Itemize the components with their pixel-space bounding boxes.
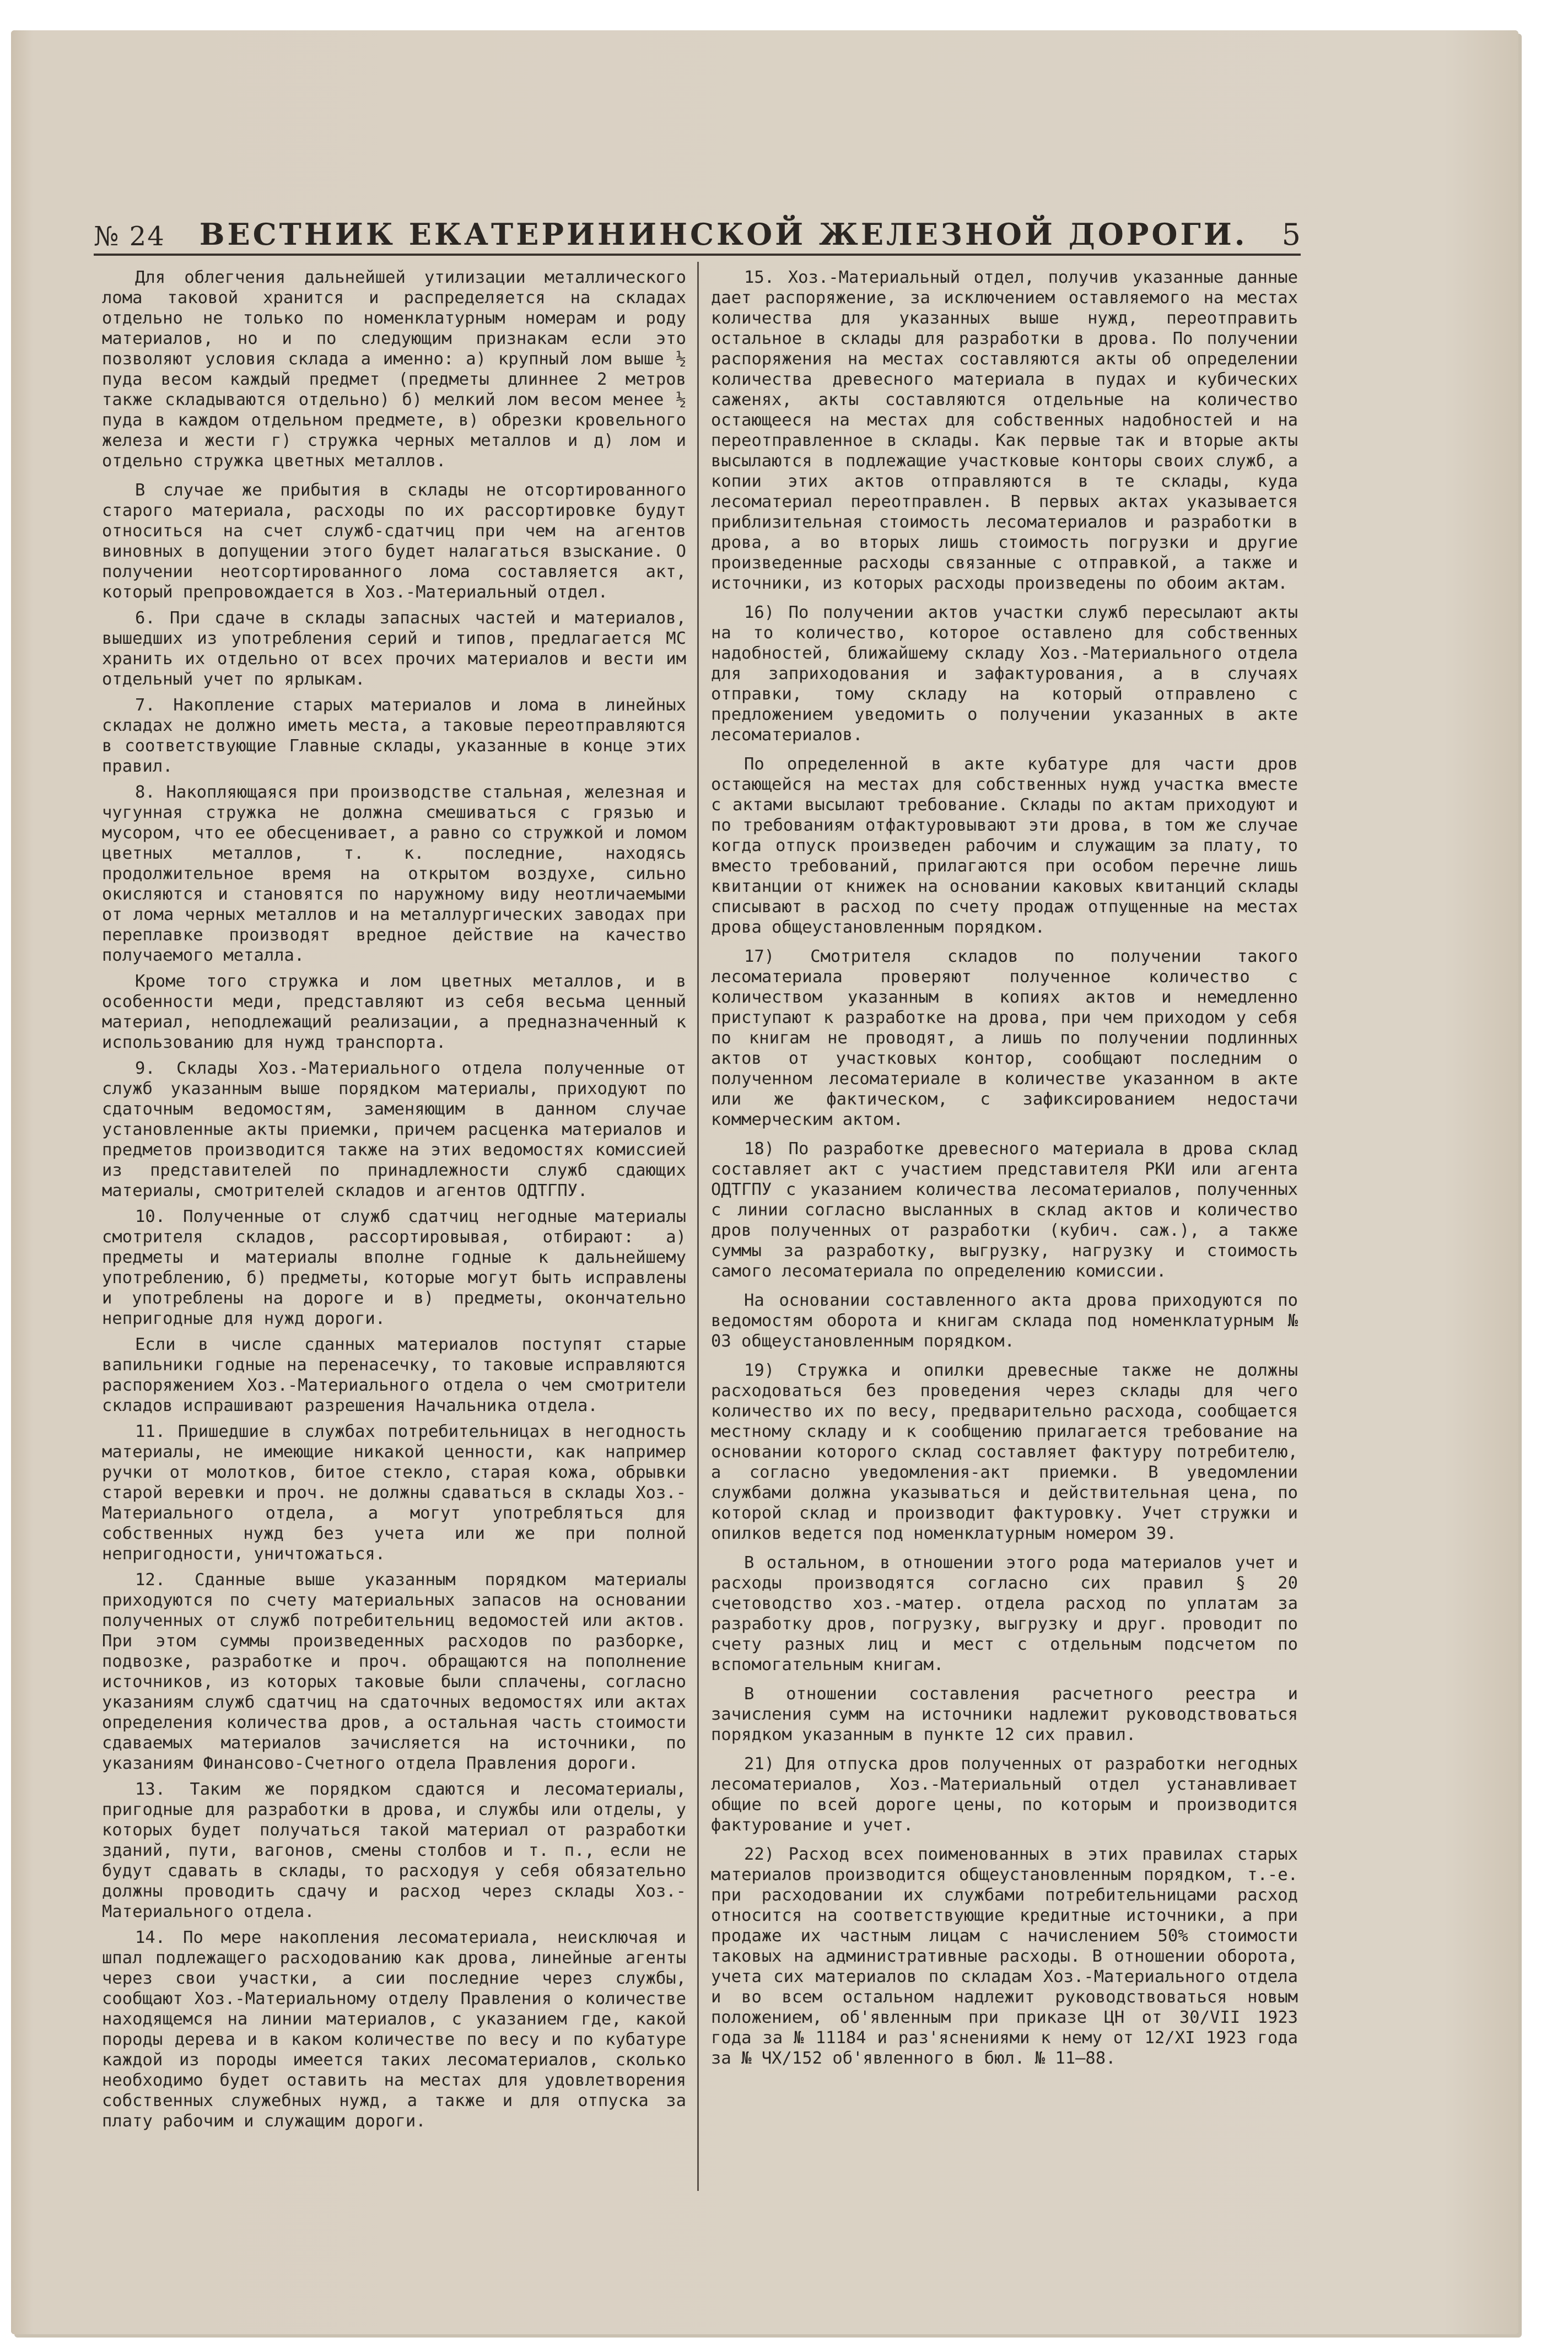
paragraph: 18) По разработке древесного материала в дрова склад составляет акт с участием представителя РКИ или агента ОДТГПУ с указанием количества лесоматериалов, полученных с линии согласно высланных в склад актов и количество дров полученных от разработки (кубич. саж.), а также суммы за разработку, выгрузку, нагрузку и стоимость самого лесоматериала по определению комиссии. [711, 1139, 1298, 1281]
paragraph: В случае же прибытия в склады не отсортированного старого материала, расходы по их рассортировке будут относиться на счет служб-сдатчиц при чем на агентов виновных в допущении этого будет налагаться взыскание. О получении неотсортированного лома составляется акт, который препровождается в Хоз.-Материальный отдел. [102, 481, 686, 602]
paragraph: 7. Накопление старых материалов и лома в линейных складах не должно иметь места, а таковые переотправляются в соответствующие Главные склады, указанные в конце этих правил. [102, 696, 686, 776]
paragraph: 13. Таким же порядком сдаются и лесоматериалы, пригодные для разработки в дрова, и службы или отделы, у которых будет получаться такой материал от разработки зданий, пути, вагонов, смены столбов и т. п., если не будут сдавать в склады, то расходуя у себя обязательно должны проводить сдачу и расход через склады Хоз.-Материального отдела. [102, 1780, 686, 1921]
paragraph: В отношении составления расчетного реестра и зачисления сумм на источники надлежит руководствоваться порядком указанным в пункте 12 сих правил. [711, 1684, 1298, 1744]
paragraph: 17) Смотрителя складов по получении такого лесоматериала проверяют полученное количество с количеством указанным в копиях актов и немедленно приступают к разработке на дрова, при чем приходом у себя по книгам не проводят, а лишь по получении подлинных актов от участковых контор, сообщают последним о полученном лесоматериале в количестве указанном в акте или же фактическом, с зафиксированием недостачи коммерческим актом. [711, 947, 1298, 1129]
right-column [711, 267, 1298, 2074]
paragraph: Для облегчения дальнейшей утилизации металлического лома таковой хранится и распределяется на складах отдельно не только по номенклатурным номерам и роду материалов, но и по следующим признакам если это позволяют условия склада а именно: а) крупный лом выше ½ пуда весом каждый предмет (предметы длиннее 2 метров также складываются отдельно) б) мелкий лом весом менее ½ пуда в каждом отдельном предмете, в) обрезки кровельного железа и жести г) стружка черных металлов и д) лом и отдельно стружка цветных металлов. [102, 268, 686, 471]
paragraph: 9. Склады Хоз.-Материального отдела полученные от служб указанным выше порядком материалы, приходуют по сдаточным ведомостям, заменяющим в данном случае установленные акты приемки, причем расценка материалов и предметов производится также на этих ведомостях комиссией из представителей по принадлежности служб сдающих материалы, смотрителей складов и агентов ОДТГПУ. [102, 1059, 686, 1200]
paragraph: 12. Сданные выше указанным порядком материалы приходуются по счету материальных запасов на основании полученных от служб потребительниц ведомостей или актов. При этом суммы произведенных расходов по разборке, подвозке, разработке и проч. обращаются на пополнение источников, из которых таковые были сплачены, согласно указаниям служб сдатчиц на сдаточных ведомостях или актах определения количества дров, а остальная часть стоимости сдаваемых материалов зачисляется на источники, по указаниям Финансово-Счетного отдела Правления дороги. [102, 1570, 686, 1773]
paragraph: Кроме того стружка и лом цветных металлов, и в особенности меди, представляют из себя весьма ценный материал, неподлежащий реализации, а предназначенный к использованию для нужд транспорта. [102, 972, 686, 1052]
paragraph: 10. Полученные от служб сдатчиц негодные материалы смотрителя складов, рассортировывая, отбирают: а) предметы и материалы вполне годные к дальнейшему употреблению, б) предметы, которые могут быть исправлены и употреблены на дороге и в) предметы, окончательно непригодные для нужд дороги. [102, 1207, 686, 1328]
paragraph: 19) Стружка и опилки древесные также не должны расходоваться без проведения через склады для чего количество их по весу, предварительно расхода, сообщается местному складу и к сообщению прилагается требование на основании которого склад составляет фактуру потребителю, а согласно уведомления-акт приемки. В уведомлении службами должна указываться и действительная цена, по которой склад и производит фактуровку. Учет стружки и опилков ведется под номенклатурным номером 39. [711, 1361, 1298, 1543]
paragraph: 8. Накопляющаяся при производстве стальная, железная и чугунная стружка не должна смешиваться с грязью и мусором, что ее обесценивает, а равно со стружкой и ломом цветных металлов, т. к. последние, находясь продолжительное время на открытом воздухе, сильно окисляются и становятся по наружному виду неотличаемыми от лома черных металлов и на металлургических заводах при переплавке производят вредное действие на качество получаемого металла. [102, 783, 686, 965]
paragraph: 22) Расход всех поименованных в этих правилах старых материалов производится общеустановленным порядком, т.-е. при расходовании их службами потребительницами расход относится на соответствующие кредитные источники, а при продаже их частным лицам с начислением 50% стоимости таковых на административные расходы. В отношении оборота, учета сих материалов по складам Хоз.-Материального отдела и во всем остальном надлежит руководствоваться новым положением, об'явленным при приказе ЦН от 30/VII 1923 года за № 11184 и раз'яснениями к нему от 12/XI 1923 года за № ЧХ/152 об'явленного в бюл. № 11—88. [711, 1845, 1298, 2068]
publication-title: ВЕСТНИК ЕКАТЕРИНИНСКОЙ ЖЕЛЕЗНОЙ ДОРОГИ. [199, 217, 1248, 252]
paragraph: По определенной в акте кубатуре для части дров остающейся на местах для собственных нужд участка вместе с актами высылают требование. Склады по актам приходуют и по требованиям отфактуровывают эти дрова, в том же случае когда отпуск произведен рабочим и служащим за плату, то вместо требований, прилагаются при особом перечне лишь квитанции от книжек на основании каковых квитанций склады списывают в расход по счету продаж отпущенные на местах дрова общеустановленным порядком. [711, 755, 1298, 937]
left-column [102, 267, 686, 2137]
header-rule [94, 254, 1301, 256]
page-number: 5 [1281, 217, 1301, 252]
paragraph: 11. Пришедшие в службах потребительницах в негодность материалы, не имеющие никакой ценности, как например ручки от молотков, битое стекло, старая кожа, обрывки старой веревки и проч. не должны сдаваться в склады Хоз.-Материального отдела, а могут употребляться для собственных нужд без учета или же при полной непригодности, уничтожаться. [102, 1422, 686, 1564]
paragraph: 14. По мере накопления лесоматериала, неисключая и шпал подлежащего расходованию как дрова, линейные агенты через свои участки, а сии последние через службы, сообщают Хоз.-Материальному отделу Правления о количестве находящемся на линии материалов, с указанием где, какой породы дерева и в каком количестве по весу и по кубатуре каждой из породы имеется таких лесоматериалов, сколько необходимо будет оставить на местах для удовлетворения собственных служебных нужд, а также и для отпуска за плату рабочим и служащим дороги. [102, 1928, 686, 2131]
paragraph: 16) По получении актов участки служб пересылают акты на то количество, которое оставлено для собственных надобностей, ближайшему складу Хоз.-Материального отдела для заприходования и зафактурования, а в случаях отправки, тому складу на который отправлено с предложением уведомить о получении указанных в акте лесоматериалов. [711, 603, 1298, 745]
paragraph: 15. Хоз.-Материальный отдел, получив указанные данные дает распоряжение, за исключением оставляемого на местах количества для указанных выше нужд, переотправить остальное в склады для разработки в дрова. По получении распоряжения на местах составляются акты об определении количества древесного материала в пудах и кубических саженях, акты составляются отдельные на количество остающееся на местах для собственных надобностей и на переотправленное в склады. Как первые так и вторые акты высылаются в подлежащие участковые конторы своих служб, а копии этих актов отправляются в те склады, куда лесоматериал переотправлен. В первых актах указывается приблизительная стоимость лесоматериалов и разработки в дрова, а во вторых лишь стоимость погрузки и другие произведенные расходы связанные с отправкой, а также и источники, из которых расходы произведены по обоим актам. [711, 268, 1298, 593]
paragraph: 21) Для отпуска дров полученных от разработки негодных лесоматериалов, Хоз.-Материальный отдел устанавливает общие по всей дороге цены, по которым и производится фактурование и учет. [711, 1754, 1298, 1835]
column-divider [697, 262, 699, 2191]
paragraph: 6. При сдаче в склады запасных частей и материалов, вышедших из употребления серий и типов, предлагается МС хранить их отдельно от всех прочих материалов и вести им отдельный учет по ярлыкам. [102, 608, 686, 689]
paragraph: В остальном, в отношении этого рода материалов учет и расходы производятся согласно сих правил § 20 счетоводство хоз.-матер. отдела расход по уплатам за разработку дров, погрузку, выгрузку и друг. проводит по счету разных лиц и мест с отдельным подсчетом по вспомогательным книгам. [711, 1553, 1298, 1674]
newspaper-page [11, 30, 1518, 2334]
issue-number: № 24 [94, 221, 165, 252]
page-header [94, 202, 1301, 252]
paragraph: Если в числе сданных материалов поступят старые вапильники годные на перенасечку, то таковые исправляются распоряжением Хоз.-Материального отдела о чем смотрители складов испрашивают разрешения Начальника отдела. [102, 1335, 686, 1415]
paragraph: На основании составленного акта дрова приходуются по ведомостям оборота и книгам склада под номенклатурным № 03 общеустановленным порядком. [711, 1291, 1298, 1351]
